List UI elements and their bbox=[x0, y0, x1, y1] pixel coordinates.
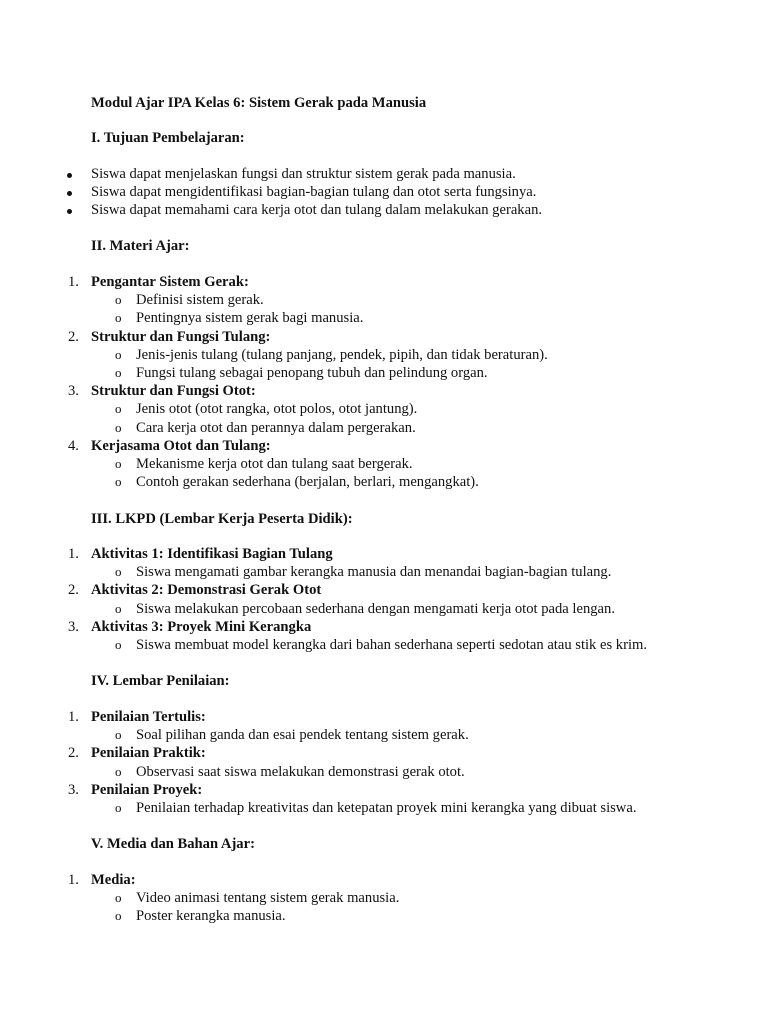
list-item bbox=[0, 437, 548, 492]
list-item: Siswa dapat menjelaskan fungsi dan struktur sistem gerak pada manusia. bbox=[0, 165, 542, 183]
section-heading-tujuan: I. Tujuan Pembelajaran: bbox=[91, 130, 245, 146]
list-item bbox=[0, 581, 647, 617]
sub-item: o Fungsi tulang sebagai penopang tubuh dan pelindung organ. bbox=[0, 364, 548, 382]
sub-item: o Poster kerangka manusia. bbox=[0, 907, 399, 925]
item-heading: Penilaian Tertulis: bbox=[91, 709, 206, 725]
sub-item: o Siswa mengamati gambar kerangka manusia dan menandai bagian-bagian tulang. bbox=[0, 563, 647, 581]
list-item bbox=[0, 781, 636, 817]
sub-item: o Contoh gerakan sederhana (berjalan, berlari, mengangkat). bbox=[0, 473, 548, 491]
item-heading: Aktivitas 2: Demonstrasi Gerak Otot bbox=[91, 582, 322, 599]
list-item bbox=[0, 871, 399, 926]
media-list bbox=[0, 871, 399, 926]
sub-item: o Siswa membuat model kerangka dari bahan sederhana seperti sedotan atau stik es krim. bbox=[0, 636, 647, 654]
item-heading: Struktur dan Fungsi Otot: bbox=[91, 383, 256, 400]
section-heading-media: V. Media dan Bahan Ajar: bbox=[91, 836, 255, 852]
sub-item: o Pentingnya sistem gerak bagi manusia. bbox=[0, 309, 548, 327]
item-number: 2. bbox=[68, 328, 79, 345]
item-number: 2. bbox=[68, 582, 79, 599]
sub-item: o Observasi saat siswa melakukan demonstrasi gerak otot. bbox=[0, 763, 636, 781]
sub-item: o Jenis-jenis tulang (tulang panjang, pendek, pipih, dan tidak beraturan). bbox=[0, 346, 548, 364]
item-number: 1. bbox=[68, 872, 79, 888]
list-item bbox=[0, 708, 636, 744]
section-heading-materi: II. Materi Ajar: bbox=[91, 238, 190, 254]
section-heading-penilaian: IV. Lembar Penilaian: bbox=[91, 673, 230, 689]
list-item bbox=[0, 382, 548, 437]
list-item bbox=[0, 328, 548, 383]
list-item bbox=[0, 744, 636, 780]
item-heading: Aktivitas 3: Proyek Mini Kerangka bbox=[91, 618, 312, 635]
sub-item: o Video animasi tentang sistem gerak manusia. bbox=[0, 889, 399, 907]
item-number: 1. bbox=[68, 709, 79, 725]
item-number: 3. bbox=[68, 618, 79, 635]
item-number: 2. bbox=[68, 745, 79, 762]
list-item bbox=[0, 618, 647, 654]
section-heading-lkpd: III. LKPD (Lembar Kerja Peserta Didik): bbox=[91, 511, 353, 527]
item-heading: Aktivitas 1: Identifikasi Bagian Tulang bbox=[91, 546, 333, 562]
sub-item: o Definisi sistem gerak. bbox=[0, 291, 548, 309]
list-item bbox=[0, 545, 647, 581]
lkpd-list bbox=[0, 545, 647, 654]
sub-item: o Mekanisme kerja otot dan tulang saat bergerak. bbox=[0, 455, 548, 473]
sub-item: o Penilaian terhadap kreativitas dan ketepatan proyek mini kerangka yang dibuat siswa. bbox=[0, 799, 636, 817]
sub-item: o Siswa melakukan percobaan sederhana dengan mengamati kerja otot pada lengan. bbox=[0, 600, 647, 618]
item-number: 1. bbox=[68, 274, 79, 290]
item-heading: Kerjasama Otot dan Tulang: bbox=[91, 437, 271, 454]
item-heading: Struktur dan Fungsi Tulang: bbox=[91, 328, 271, 345]
item-number: 1. bbox=[68, 546, 79, 562]
objectives-list bbox=[0, 165, 542, 220]
list-item: Siswa dapat memahami cara kerja otot dan tulang dalam melakukan gerakan. bbox=[0, 201, 542, 219]
sub-item: o Jenis otot (otot rangka, otot polos, otot jantung). bbox=[0, 400, 548, 418]
item-heading: Pengantar Sistem Gerak: bbox=[91, 274, 249, 290]
materi-list bbox=[0, 273, 548, 491]
item-number: 3. bbox=[68, 781, 79, 798]
list-item: Siswa dapat mengidentifikasi bagian-bagian tulang dan otot serta fungsinya. bbox=[0, 183, 542, 201]
item-number: 4. bbox=[68, 437, 79, 454]
penilaian-list bbox=[0, 708, 636, 817]
item-heading: Penilaian Praktik: bbox=[91, 745, 206, 762]
list-item bbox=[0, 273, 548, 328]
sub-item: o Soal pilihan ganda dan esai pendek tentang sistem gerak. bbox=[0, 726, 636, 744]
item-heading: Media: bbox=[91, 872, 136, 888]
document-title: Modul Ajar IPA Kelas 6: Sistem Gerak pada Manusia bbox=[91, 95, 427, 111]
item-number: 3. bbox=[68, 383, 79, 400]
item-heading: Penilaian Proyek: bbox=[91, 781, 203, 798]
sub-item: o Cara kerja otot dan perannya dalam pergerakan. bbox=[0, 419, 548, 437]
